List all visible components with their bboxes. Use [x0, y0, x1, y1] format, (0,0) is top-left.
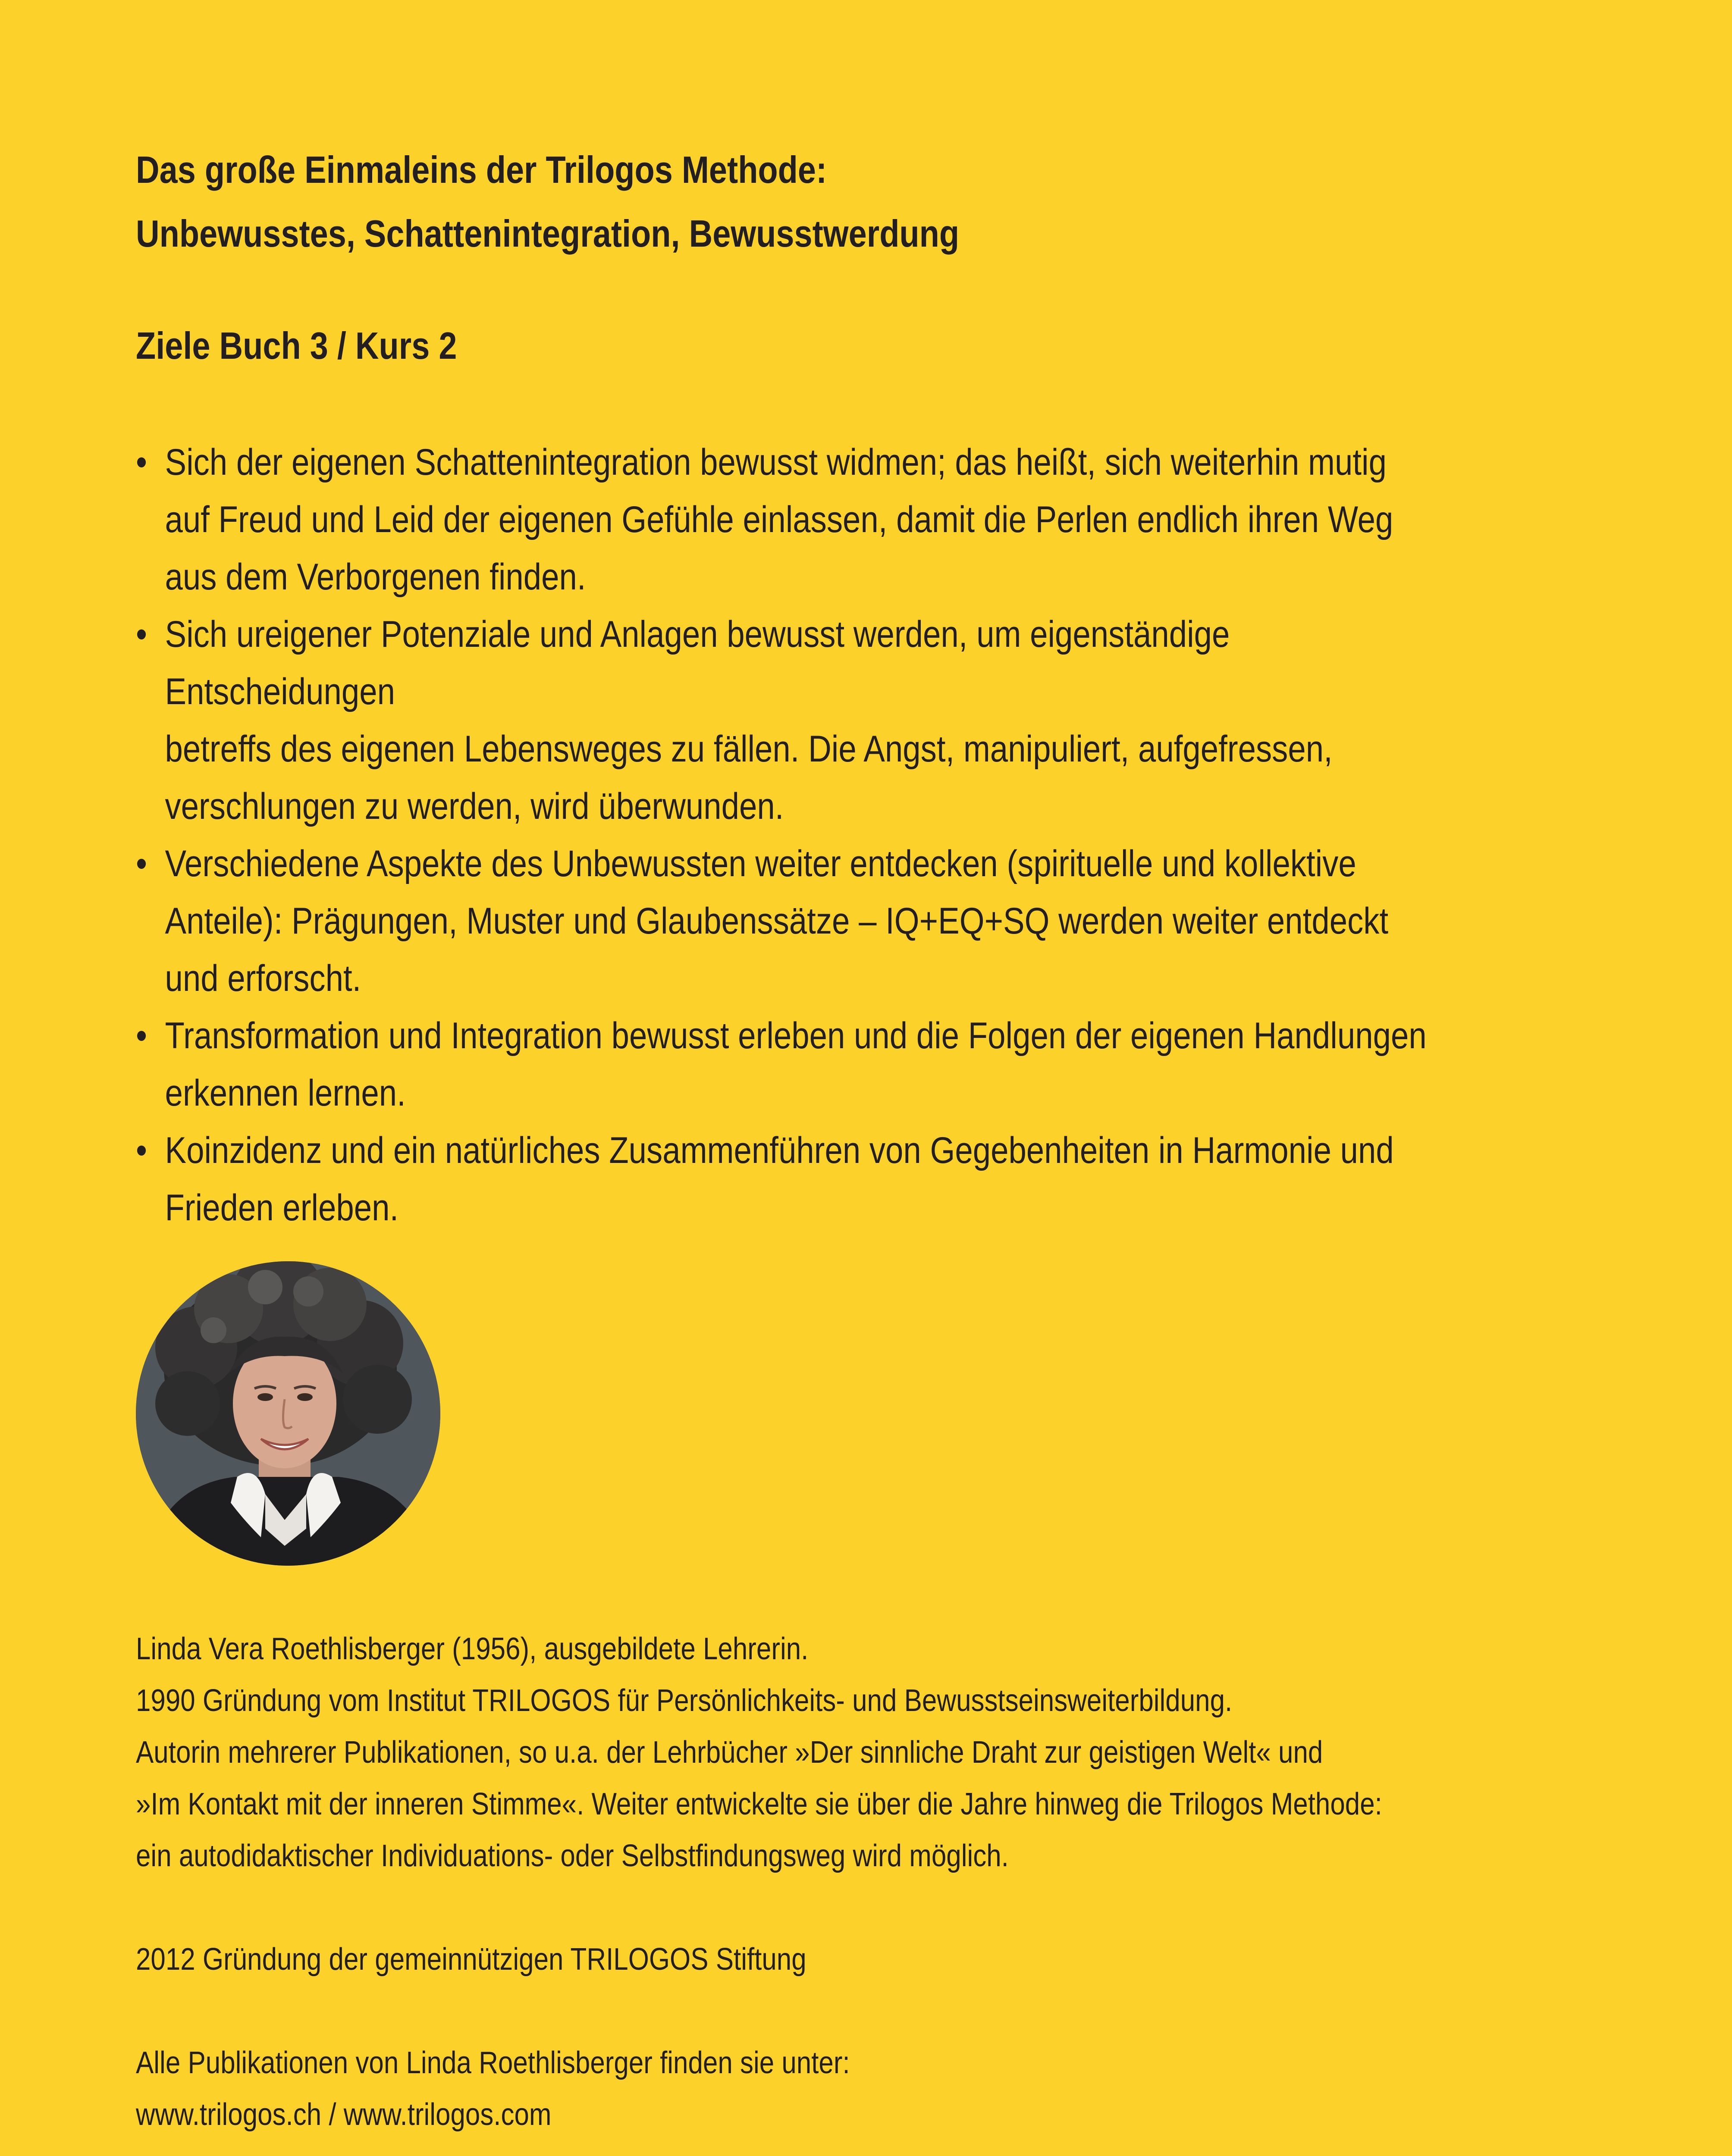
bio-line: 1990 Gründung vom Institut TRILOGOS für Persönlichkeits- und Bewusstseinsweiterbildung. — [136, 1683, 1233, 1718]
goal-line: Sich der eigenen Schattenintegration bewusst widmen; das heißt, sich weiterhin mutig — [165, 442, 1387, 483]
goal-item — [136, 434, 1442, 606]
book-title-line-2: Unbewusstes, Schattenintegration, Bewusstwerdung — [136, 212, 960, 255]
goal-line: betreffs des eigenen Lebensweges zu fällen. Die Angst, manipuliert, aufgefressen, — [165, 728, 1333, 770]
bio-line: Autorin mehrerer Publikationen, so u.a. der Lehrbücher »Der sinnliche Draht zur geistigen Welt« und — [136, 1735, 1323, 1770]
goal-line: Koinzidenz und ein natürliches Zusammenführen von Gegebenheiten in Harmonie und — [165, 1130, 1394, 1171]
goal-line: Frieden erleben. — [165, 1187, 399, 1228]
author-portrait-illustration — [136, 1261, 440, 1566]
bio-line: Linda Vera Roethlisberger (1956), ausgebildete Lehrerin. — [136, 1632, 809, 1666]
goal-line: Verschiedene Aspekte des Unbewussten weiter entdecken (spirituelle und kollektive — [165, 843, 1356, 884]
goal-line: aus dem Verborgenen finden. — [165, 556, 586, 598]
bullet-icon: • — [136, 614, 147, 655]
goal-line: Transformation und Integration bewusst erleben und die Folgen der eigenen Handlungen — [165, 1015, 1427, 1056]
bullet-icon: • — [136, 1130, 147, 1171]
author-bio — [136, 1623, 1382, 2140]
goal-item — [136, 835, 1442, 1007]
publications-intro: Alle Publikationen von Linda Roethlisberger finden sie unter: — [136, 2046, 850, 2080]
bullet-icon: • — [136, 843, 147, 884]
websites-link[interactable]: www.trilogos.ch / www.trilogos.com — [136, 2097, 552, 2132]
foundation-note: 2012 Gründung der gemeinnützigen TRILOGOS Stiftung — [136, 1942, 806, 1977]
book-title — [136, 138, 959, 266]
goal-line: Anteile): Prägungen, Muster und Glaubenssätze – IQ+EQ+SQ werden weiter entdeckt — [165, 900, 1389, 942]
bullet-icon: • — [136, 442, 147, 483]
goal-item — [136, 606, 1442, 835]
book-title-line-1: Das große Einmaleins der Trilogos Methode: — [136, 148, 827, 191]
goal-item — [136, 1007, 1442, 1122]
goal-line: und erforscht. — [165, 958, 361, 999]
author-portrait — [136, 1261, 440, 1566]
goal-line: verschlungen zu werden, wird überwunden. — [165, 786, 784, 827]
goals-list — [136, 434, 1442, 1237]
bullet-icon: • — [136, 1015, 147, 1056]
goals-heading: Ziele Buch 3 / Kurs 2 — [136, 324, 457, 367]
bio-line: ein autodidaktischer Individuations- oder Selbstfindungsweg wird möglich. — [136, 1839, 1009, 1873]
bio-line: »Im Kontakt mit der inneren Stimme«. Weiter entwickelte sie über die Jahre hinweg die Trilogos Methode: — [136, 1787, 1382, 1821]
goal-line: auf Freud und Leid der eigenen Gefühle einlassen, damit die Perlen endlich ihren Weg — [165, 499, 1393, 540]
goal-item — [136, 1122, 1442, 1237]
goal-line: erkennen lernen. — [165, 1072, 406, 1114]
goal-line: Sich ureigener Potenziale und Anlagen bewusst werden, um eigenständige Entscheidungen — [165, 614, 1230, 712]
